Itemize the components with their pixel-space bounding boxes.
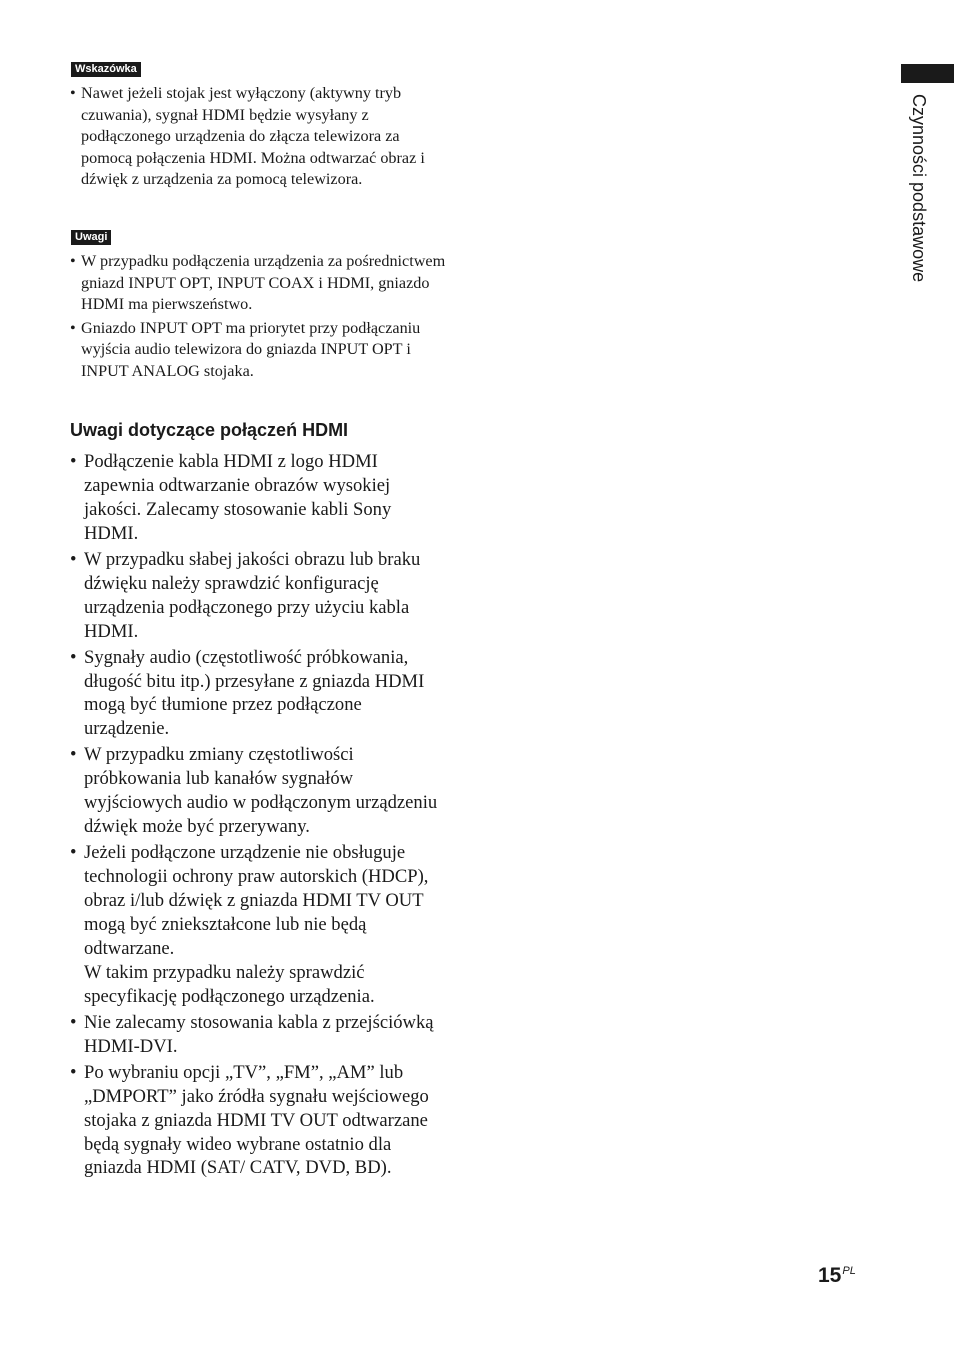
list-item [70, 841, 450, 1008]
tip-list [70, 83, 450, 193]
notes-label: Uwagi [71, 230, 111, 245]
notes-list [70, 251, 450, 385]
section-side-label: Czynności podstawowe [909, 94, 929, 283]
list-item: • W przypadku zmiany częstotliwości próbkowania lub kanałów sygnałów wyjściowych audio w podłączonym urządzeniu dźwięk może być przerywany. [70, 743, 450, 839]
note-item: • W przypadku podłączenia urządzenia za pośrednictwem gniazd INPUT OPT, INPUT COAX i HDMI, gniazdo HDMI ma pierwszeństwo. [70, 251, 450, 316]
section-tab-marker [901, 64, 954, 83]
hdmi-notes-list [70, 450, 450, 1183]
page-number-suffix: PL [842, 1265, 856, 1277]
list-item: • W przypadku słabej jakości obrazu lub braku dźwięku należy sprawdzić konfigurację urządzenia podłączonego przy użyciu kabla HDMI. [70, 548, 450, 644]
tip-label: Wskazówka [71, 62, 141, 77]
list-item: • Sygnały audio (częstotliwość próbkowania, długość bitu itp.) przesyłane z gniazda HDMI mogą być tłumione przez podłączone urządzenie. [70, 646, 450, 742]
list-item-text: • Jeżeli podłączone urządzenie nie obsługuje technologii ochrony praw autorskich (HDCP), obraz i/lub dźwięk z gniazda HDMI TV OUT mogą być zniekształcone lub nie będą odtwarzane. [84, 842, 429, 959]
list-item: • Po wybraniu opcji „TV”, „FM”, „AM” lub „DMPORT” jako źródła sygnału wejściowego stojaka z gniazda HDMI TV OUT odtwarzane będą sygnały wideo wybrane ostatnio dla gniazda HDMI (SAT/ CATV, DVD, BD). [70, 1061, 450, 1181]
page-number-value: 15 [818, 1264, 842, 1287]
tip-item: • Nawet jeżeli stojak jest wyłączony (aktywny tryb czuwania), sygnał HDMI będzie wysyłany z podłączonego urządzenia do złącza telewizora za pomocą połączenia HDMI. Można odtwarzać obraz i dźwięk z urządzenia za pomocą telewizora. [70, 83, 450, 191]
list-item-continuation: W takim przypadku należy sprawdzić specyfikację podłączonego urządzenia. [84, 961, 375, 1007]
note-item: • Gniazdo INPUT OPT ma priorytet przy podłączaniu wyjścia audio telewizora do gniazda INPUT OPT i INPUT ANALOG stojaka. [70, 318, 450, 383]
page-number [818, 1258, 856, 1289]
list-item: • Nie zalecamy stosowania kabla z przejściówką HDMI-DVI. [70, 1011, 450, 1059]
section-heading: Uwagi dotyczące połączeń HDMI [70, 420, 349, 440]
list-item: • Podłączenie kabla HDMI z logo HDMI zapewnia odtwarzanie obrazów wysokiej jakości. Zalecamy stosowanie kabli Sony HDMI. [70, 450, 450, 546]
